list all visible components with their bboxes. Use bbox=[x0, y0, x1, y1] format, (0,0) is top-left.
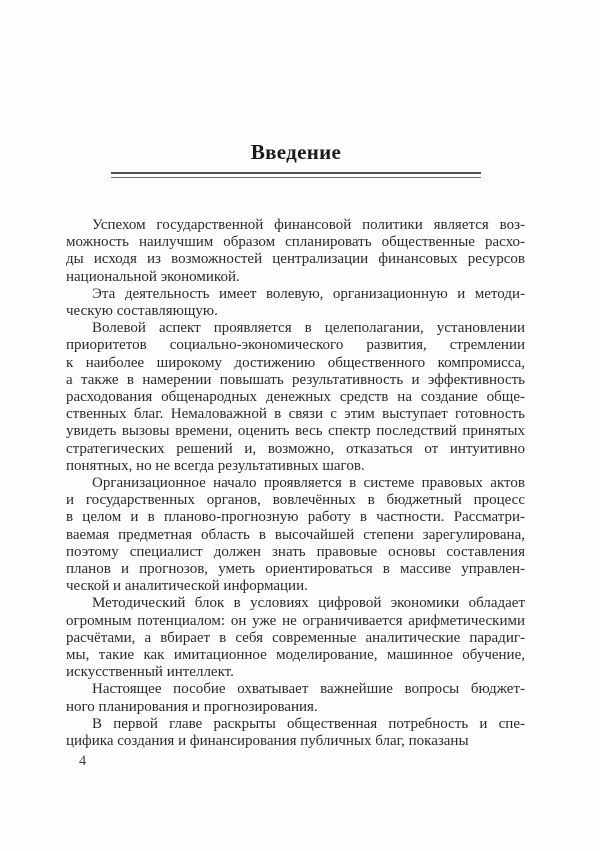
text-line: ческой и аналитической информации. bbox=[66, 578, 308, 595]
text-line: а также в намерении повышать результативность и эффективность bbox=[66, 371, 525, 388]
page-title: Введение bbox=[250, 140, 342, 164]
text-line: ческую составляющую. bbox=[66, 303, 218, 320]
text-line: приоритетов социально-экономического развития, стремлении bbox=[66, 337, 525, 354]
paragraph bbox=[66, 716, 525, 750]
title-double-rule bbox=[111, 172, 481, 178]
text-line: цифика создания и финансирования публичных благ, показаны bbox=[66, 733, 469, 750]
text-line: в целом и в планово-прогнозную работу в частности. Рассматри- bbox=[66, 509, 525, 526]
text-line: увидеть вызовы времени, оценить весь спектр последствий принятых bbox=[66, 423, 525, 440]
page-number: 4 bbox=[79, 753, 87, 769]
text-line: мы, такие как имитационное моделирование, машинное обучение, bbox=[66, 647, 525, 664]
text-line: к наиболее широкому достижению общественного компромисса, bbox=[66, 354, 525, 371]
text-line: можность наилучшим образом спланировать общественные расхо- bbox=[66, 234, 525, 251]
text-line: искусственный интеллект. bbox=[66, 664, 234, 681]
paragraph bbox=[66, 286, 525, 320]
text-line: Настоящее пособие охватывает важнейшие вопросы бюджет- bbox=[92, 681, 525, 698]
text-line: ственных благ. Немаловажной в связи с этим выступает готовность bbox=[66, 406, 525, 423]
text-line: расчётами, а вбирает в себя современные аналитические парадиг- bbox=[66, 629, 525, 646]
paragraph bbox=[66, 595, 525, 681]
text-line: ного планирования и прогнозирования. bbox=[66, 698, 318, 715]
text-line: и государственных органов, вовлечённых в бюджетный процесс bbox=[66, 492, 525, 509]
text-line: расходования общенародных денежных средств на создание обще- bbox=[66, 389, 525, 406]
text-line: Волевой аспект проявляется в целеполагании, установлении bbox=[92, 320, 525, 337]
text-line: ваемая предметная область в высочайшей степени зарегулирована, bbox=[66, 526, 525, 543]
text-line: огромным потенциалом: он уже не ограничивается арифметическими bbox=[66, 612, 525, 629]
text-line: поэтому специалист должен знать правовые основы составления bbox=[66, 543, 525, 560]
paragraph bbox=[66, 217, 525, 286]
chapter-heading bbox=[66, 140, 526, 178]
text-line: национальной экономикой. bbox=[66, 268, 240, 285]
paragraph bbox=[66, 475, 525, 595]
text-line: планов и прогнозов, уметь ориентироваться в массиве управлен- bbox=[66, 561, 525, 578]
text-line: Организационное начало проявляется в системе правовых актов bbox=[92, 475, 525, 492]
text-line: В первой главе раскрыты общественная потребность и спе- bbox=[92, 715, 525, 732]
text-line: Эта деятельность имеет волевую, организационную и методи- bbox=[92, 285, 525, 302]
text-line: ды исходя из возможностей централизации финансовых ресурсов bbox=[66, 251, 525, 268]
text-line: Методический блок в условиях цифровой экономики обладает bbox=[92, 595, 525, 612]
paragraph bbox=[66, 681, 525, 715]
text-line: понятных, но не всегда результативных шагов. bbox=[66, 457, 365, 474]
text-body bbox=[66, 217, 525, 750]
text-line: Успехом государственной финансовой политики является воз- bbox=[92, 217, 525, 233]
text-line: стратегических решений и, возможно, отказаться от интуитивно bbox=[66, 440, 525, 457]
paragraph bbox=[66, 320, 525, 475]
